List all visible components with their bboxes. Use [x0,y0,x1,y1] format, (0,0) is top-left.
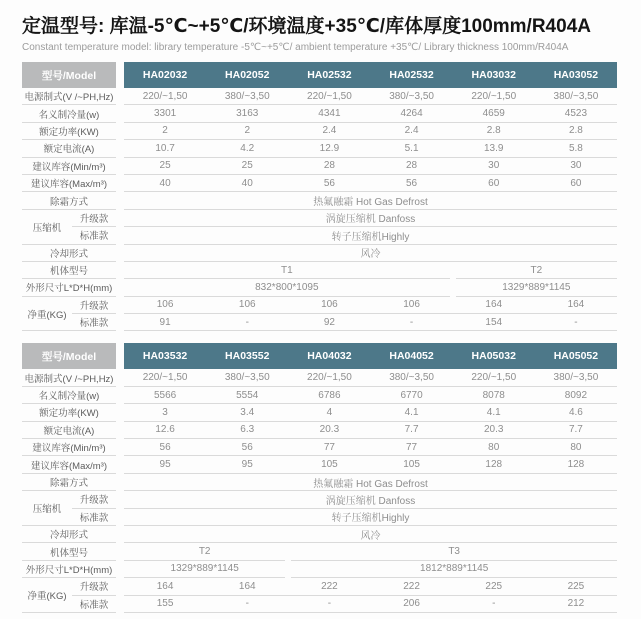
sub-label-upgrade: 升级款 [72,491,116,508]
value-cell: 220/~1,50 [288,88,370,105]
value-cell: 4341 [288,105,370,122]
row-label-defrost: 除霜方式 [22,474,116,491]
row-label-dimensions: 外形尺寸L*D*H(mm) [22,279,116,296]
value-cell: 225 [453,578,535,595]
value-cell: 220/~1,50 [453,88,535,105]
value-cell: 56 [206,439,288,456]
row-label-power: 电源制式(V /~PH,Hz) [22,369,116,386]
value-cell: 106 [288,297,370,314]
value-cell: 4.1 [370,404,452,421]
value-cell: 106 [206,297,288,314]
row-label-cooling: 冷却形式 [22,526,116,543]
span-value-compressor-upgrade: 涡旋压缩机 Danfoss [124,210,617,227]
value-cell: 60 [453,175,535,192]
value-cell: 4 [288,404,370,421]
sub-label-upgrade: 升级款 [72,297,116,314]
value-cell: - [370,314,452,331]
group-value-dims-left: 832*800*1095 [124,279,450,296]
value-cell: 20.3 [453,422,535,439]
spec-table-2 [22,343,617,612]
row-label-weight: 净重(KG) [22,297,72,332]
group-value-body-left: T1 [124,262,450,279]
span-value-cooling: 风冷 [124,526,617,543]
value-cell: 12.9 [288,140,370,157]
value-cell: 5.8 [535,140,617,157]
value-cell: 4659 [453,105,535,122]
span-value-defrost: 热氟融霜 Hot Gas Defrost [124,474,617,491]
sub-label-upgrade: 升级款 [72,578,116,595]
model-header-cell: HA02532 [370,62,452,88]
value-cell: 7.7 [535,422,617,439]
model-header-cell: HA05052 [535,343,617,369]
span-value-compressor-standard: 转子压缩机Highly [124,227,617,244]
model-header-cell: HA04032 [288,343,370,369]
value-cell: - [288,596,370,613]
value-cell: 80 [535,439,617,456]
model-header-cell: HA03552 [206,343,288,369]
value-cell: 30 [535,158,617,175]
value-cell: 164 [124,578,206,595]
value-cell: 3163 [206,105,288,122]
value-cell: 8078 [453,387,535,404]
row-label-volume-max: 建议库容(Max/m³) [22,456,116,473]
sub-label-standard: 标准款 [72,596,116,613]
value-cell: 3301 [124,105,206,122]
row-label-rated-current: 额定电流(A) [22,422,116,439]
value-cell: 128 [535,456,617,473]
value-cell: 56 [370,175,452,192]
value-cell: 2.8 [535,123,617,140]
sub-label-upgrade: 升级款 [72,210,116,227]
model-header-cell: HA05032 [453,343,535,369]
value-cell: 92 [288,314,370,331]
value-cell: 220/~1,50 [453,369,535,386]
model-header-cell: HA02532 [288,62,370,88]
value-cell: 4264 [370,105,452,122]
row-label-volume-max: 建议库容(Max/m³) [22,175,116,192]
value-cell: 5.1 [370,140,452,157]
value-cell: 2.4 [370,123,452,140]
row-label-volume-min: 建议库容(Min/m³) [22,158,116,175]
sub-label-standard: 标准款 [72,509,116,526]
row-label-rated-power: 额定功率(KW) [22,404,116,421]
group-value-body-right: T2 [456,262,617,279]
row-label-rated-power: 额定功率(KW) [22,123,116,140]
group-value-body-right: T3 [291,543,617,560]
row-label-body-model: 机体型号 [22,543,116,560]
spec-table-1 [22,62,617,331]
span-value-compressor-upgrade: 涡旋压缩机 Danfoss [124,491,617,508]
value-cell: 6770 [370,387,452,404]
group-value-dims-right: 1812*889*1145 [291,561,617,578]
value-cell: 91 [124,314,206,331]
value-cell: 220/~1,50 [124,369,206,386]
value-cell: 206 [370,596,452,613]
value-cell: 380/~3,50 [206,369,288,386]
model-header-cell: HA03052 [535,62,617,88]
row-label-capacity: 名义制冷量(w) [22,387,116,404]
value-cell: 95 [206,456,288,473]
value-cell: 2.8 [453,123,535,140]
value-cell: 4.2 [206,140,288,157]
row-label-rated-current: 额定电流(A) [22,140,116,157]
value-cell: 220/~1,50 [124,88,206,105]
value-cell: 4.6 [535,404,617,421]
value-cell: 380/~3,50 [370,369,452,386]
group-value-body-left: T2 [124,543,285,560]
row-label-compressor: 压缩机 [22,491,72,526]
value-cell: 4.1 [453,404,535,421]
model-header-cell: HA04052 [370,343,452,369]
value-cell: 2 [206,123,288,140]
span-value-cooling: 风冷 [124,245,617,262]
model-header-cell: HA03032 [453,62,535,88]
model-header-cell: HA02032 [124,62,206,88]
sub-label-standard: 标准款 [72,314,116,331]
value-cell: 3 [124,404,206,421]
model-header-cell: HA02052 [206,62,288,88]
row-label-capacity: 名义制冷量(w) [22,105,116,122]
value-cell: 77 [370,439,452,456]
value-cell: 2 [124,123,206,140]
row-label-compressor: 压缩机 [22,210,72,245]
model-header-cell: HA03532 [124,343,206,369]
value-cell: 380/~3,50 [535,369,617,386]
sub-label-standard: 标准款 [72,227,116,244]
row-label-body-model: 机体型号 [22,262,116,279]
value-cell: 164 [453,297,535,314]
value-cell: 8092 [535,387,617,404]
value-cell: 154 [453,314,535,331]
value-cell: 56 [124,439,206,456]
value-cell: 128 [453,456,535,473]
value-cell: 56 [288,175,370,192]
group-value-dims-left: 1329*889*1145 [124,561,285,578]
value-cell: 7.7 [370,422,452,439]
value-cell: 6786 [288,387,370,404]
value-cell: 28 [288,158,370,175]
value-cell: 40 [124,175,206,192]
value-cell: 212 [535,596,617,613]
value-cell: 80 [453,439,535,456]
row-label-cooling: 冷却形式 [22,245,116,262]
value-cell: 222 [288,578,370,595]
value-cell: 28 [370,158,452,175]
value-cell: 380/~3,50 [206,88,288,105]
span-value-compressor-standard: 转子压缩机Highly [124,509,617,526]
page-title: 定温型号: 库温-5℃~+5℃/环境温度+35℃/库体厚度100mm/R404A [22,16,591,37]
value-cell: 164 [535,297,617,314]
value-cell: 10.7 [124,140,206,157]
value-cell: - [453,596,535,613]
value-cell: - [535,314,617,331]
value-cell: 2.4 [288,123,370,140]
value-cell: - [206,596,288,613]
value-cell: 380/~3,50 [535,88,617,105]
value-cell: 95 [124,456,206,473]
value-cell: 5566 [124,387,206,404]
value-cell: 77 [288,439,370,456]
value-cell: 220/~1,50 [288,369,370,386]
value-cell: 222 [370,578,452,595]
page-subtitle: Constant temperature model: library temperature -5℃~+5℃/ ambient temperature +35℃/ Library thickness 100mm/R404A [22,42,569,53]
value-cell: 20.3 [288,422,370,439]
value-cell: 6.3 [206,422,288,439]
value-cell: 164 [206,578,288,595]
row-label-power: 电源制式(V /~PH,Hz) [22,88,116,105]
value-cell: - [206,314,288,331]
value-cell: 30 [453,158,535,175]
value-cell: 105 [370,456,452,473]
value-cell: 106 [370,297,452,314]
model-header-label: 型号/Model [22,62,116,88]
value-cell: 4523 [535,105,617,122]
row-label-dimensions: 外形尺寸L*D*H(mm) [22,561,116,578]
value-cell: 25 [206,158,288,175]
value-cell: 106 [124,297,206,314]
group-value-dims-right: 1329*889*1145 [456,279,617,296]
value-cell: 13.9 [453,140,535,157]
value-cell: 105 [288,456,370,473]
row-label-weight: 净重(KG) [22,578,72,613]
model-header-label: 型号/Model [22,343,116,369]
value-cell: 12.6 [124,422,206,439]
value-cell: 40 [206,175,288,192]
value-cell: 60 [535,175,617,192]
value-cell: 225 [535,578,617,595]
row-label-volume-min: 建议库容(Min/m³) [22,439,116,456]
value-cell: 3.4 [206,404,288,421]
value-cell: 155 [124,596,206,613]
span-value-defrost: 热氟融霜 Hot Gas Defrost [124,192,617,209]
value-cell: 25 [124,158,206,175]
row-label-defrost: 除霜方式 [22,192,116,209]
value-cell: 380/~3,50 [370,88,452,105]
value-cell: 5554 [206,387,288,404]
